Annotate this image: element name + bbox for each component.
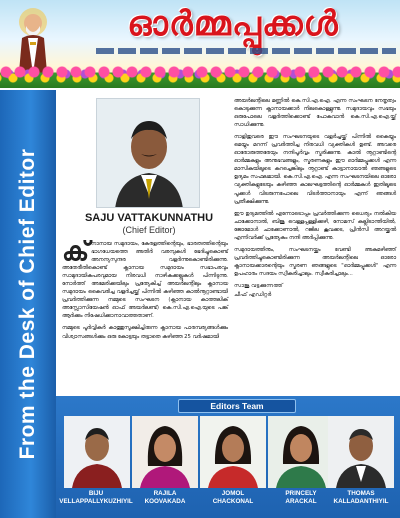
title-subline-decoration (96, 48, 396, 54)
member-first-name: PRINCELY (285, 490, 317, 497)
member-first-name: RAJILA (153, 490, 177, 497)
member-photo-princely (268, 416, 334, 488)
sidebar-band (0, 90, 56, 518)
editors-team-label: Editors Team (178, 399, 296, 413)
letter-column-left (62, 237, 228, 345)
chief-editor-role: (Chief Editor) (122, 225, 176, 235)
member-name-jomol (195, 490, 271, 506)
member-photo-thomas (328, 416, 394, 488)
letter-paragraph: നമ്മുടെ പൂർവ്വികർ കാത്തുസൂക്ഷിച്ചിരുന്ന ക്നാനായ പാരമ്പര്യങ്ങൾക്കും വിശ്വാസങ്ങൾക്കും ഒരു കോട്ടയും തട്ടാതെ കഴിഞ്ഞ 25 വർഷമായി (62, 325, 228, 340)
letter-signoff (234, 282, 396, 300)
letter-paragraph-text: നാനായ സമുദായം, കേരളത്തിന്റെയും, ഭാരതത്തിന്റെയും ഭാഗധേയത്തെ അതിർ വരമ്പുകൾ ഭേദിച്ചുകൊണ്ട് അനന്യസുന്ദര വളർന്നുകൊണ്ടിരിക്കുന്നു. അതേരീതികൊണ്ട് ക്നാനായ സമുദായം സഭാപരവും സാമുദായികപരവുമായ നിരവധി നാഴികക്കല്ലുകൾ പിന്നിടുന്നു. നോർത്ത് അമേരിക്കയിലും പ്രത്യേകിച്ച് അയർലന്റിലും ക്നാനായ സമുദായം കൈവരിച്ച വളർച്ചയ്ക്ക് പിന്നിൽ കഴിഞ്ഞ കാൽനൂറ്റാണ്ടായി പ്രവർത്തിക്കുന്ന നമ്മുടെ സംഘടന (ക്നാനായ കാത്തലിക് അസ്സോസിയേഷൻ ഓഫ് അയർലണ്ട്) കെ.സി.എ.ഐ.യുടെ പങ്ക് ആർക്കും നിഷേധിക്കാനാവാത്തതാണ്. (62, 241, 228, 320)
magazine-title: ഓർമ്മപ്പൂക്കൾ (127, 4, 339, 44)
chief-editor-name: SAJU VATTAKUNNATHU (84, 212, 214, 224)
letter-paragraph: അയർലന്റിലെ മണ്ണിൽ കെ.സി.എ.ഐ. എന്ന സംഘടന നേതൃത്വം കൊടുക്കുന്ന ക്നാനായക്കാർ നിലകൊള്ളുന്നു. സമുദായവും സഭയും ഒരുപോലെ വളർത്തിക്കൊണ്ട് പോകുവാൻ കെ.സി.എ.ഐ.യ്ക്ക് സാധിക്കുന്നു. (234, 98, 396, 129)
letter-paragraph: സമുദായത്തിനും, സംഘടനയ്ക്കും വേണ്ടി അകമഴിഞ്ഞ് പ്രവർത്തിച്ചുകൊണ്ടിരിക്കുന്ന അയർലന്റിലെ ഓരോ ക്നാനായക്കാരന്റെയും സ്മരണ ഞങ്ങളുടെ "ഓർമ്മപ്പൂക്കൾ" എന്ന ഉപഹാരം സദയം സ്വീകരിച്ചാലും. സ്വീകരിച്ചാലും... (234, 246, 396, 277)
member-last-name: ARACKAL (285, 498, 317, 505)
sidebar-heading: From the Desk of Chief Editor (16, 148, 39, 460)
drop-cap: ക് (62, 237, 90, 267)
member-name-rajila (127, 490, 203, 506)
signoff-title: ചീഫ് എഡിറ്റർ (234, 291, 272, 298)
member-last-name: KALLADANTHIYIL (333, 498, 389, 505)
member-first-name: BIJU (88, 490, 104, 497)
member-last-name: CHACKONAL (212, 498, 254, 505)
member-photo-jomol (200, 416, 266, 488)
member-last-name: KOOVAKADA (144, 498, 186, 505)
letter-paragraph (62, 237, 228, 320)
member-first-name: THOMAS (347, 490, 375, 497)
letter-paragraph: നാളിതുവരെ ഈ സംഘടനയുടെ വളർച്ചയ്ക്ക് പിന്നിൽ കൈയ്യും മെയ്യും മറന്ന് പ്രവർത്തിച്ച നിരവധി വ്യക്തികൾ ഉണ്ട്. അവരെ ഓരോരുത്തരേയും നന്ദിപൂർവ്വം സ്മരിക്കുന്നു. കാൽ നൂറ്റാണ്ടിന്റെ ഓർമ്മകളും അനുഭവങ്ങളും, സ്മരണകളും ഈ ഓർമ്മപ്പൂക്കൾ എന്ന മാസികയിലൂടെ കുറച്ചെങ്കിലും നൂറ്റാണ്ട് കാട്ടാനായാൽ ഞങ്ങളുടെ ഉദ്യമം സഫലമായി. കെ.സി.എ.ഐ. എന്ന സംഘടനയിലെ ഓരോ വ്യക്തികളുടേയും കഴിഞ്ഞ കാലഘട്ടത്തിന്റെ ഓർമ്മകൾ ഇതിലൂടെ പൂക്കൾ വിടരുന്നപോലെ വിടർത്താനായും എന്ന് ഞങ്ങൾ പ്രതീക്ഷിക്കുന്നു. (234, 134, 396, 205)
member-name-biju (58, 490, 134, 506)
signoff-name: സാജു വട്ടക്കുന്നത്ത് (234, 282, 283, 289)
member-first-name: JOMOL (221, 490, 245, 497)
letter-column-right (234, 97, 396, 300)
member-last-name: VELLAPPALLYKUZHIYIL (59, 498, 133, 505)
flower-border-decoration (0, 62, 400, 88)
letter-paragraph: ഈ ഉദ്യമത്തിൽ എന്നോടൊപ്പം പ്രവർത്തിക്കുന്ന ധൈര്യം നൽകിയ ചാക്കോനാൽ, ബിജു വെള്ളപ്പള്ളിക്കുഴി, നോമസ് കല്ലിടാന്തിയിൽ, ജോമോൾ ചാക്കോണാൽ, റജില കൂവക്കട, പ്രിൻസി അറയ്ക്കൽ എന്നിവർക്ക് പ്രത്യേകം നന്ദി അർപ്പിക്കുന്നു. (234, 210, 396, 241)
member-photo-rajila (132, 416, 198, 488)
header-banner (0, 0, 400, 88)
chief-editor-photo (96, 98, 200, 208)
member-name-thomas (323, 490, 399, 506)
member-photo-biju (64, 416, 130, 488)
